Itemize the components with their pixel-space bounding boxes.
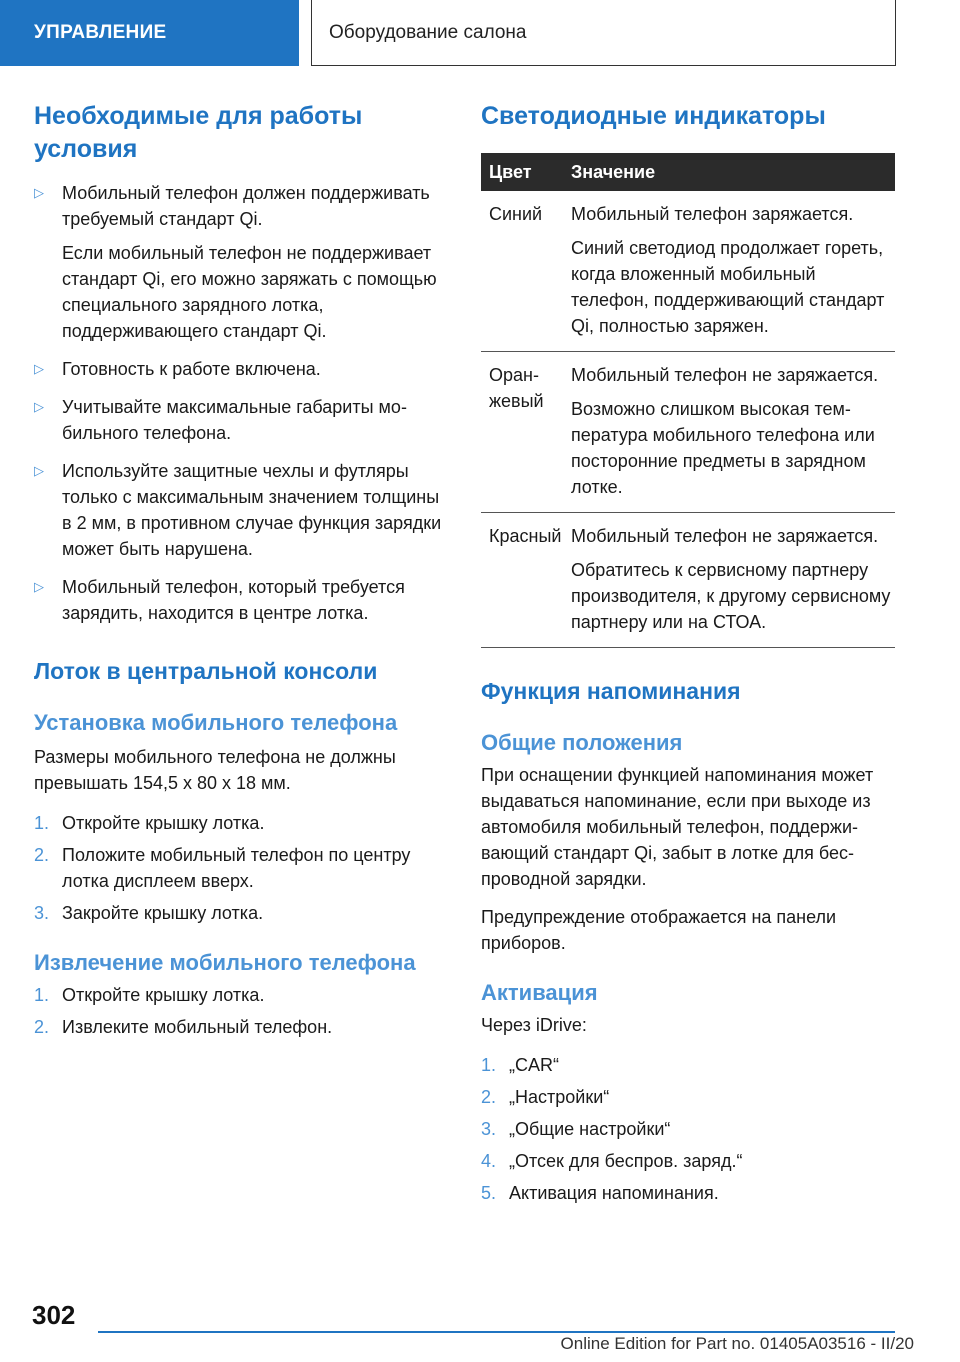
triangle-bullet-icon: ▷ [34,185,44,200]
col-meaning-header: Значение [571,161,656,182]
step-item: 2. Извлеките мобильный телефон. [34,1017,333,1037]
led-meaning: Мобильный телефон не заряжается. Обратитесь к сервисному партнеру производителя, к другому сервисному партнеру или на СТОА. [571,526,891,632]
led-meaning: Мобильный телефон заряжается. Синий светодиод продолжает гореть, когда вложенный мобильный телефон, поддерживающий стандарт Qi, полностью заряжен. [571,204,885,336]
table-header [481,153,895,191]
chapter-title: Оборудование салона [329,21,527,43]
section-title: УПРАВЛЕНИЕ [34,22,167,43]
general-heading: Общие положения [481,730,683,755]
remove-heading: Извлечение мобильного телефона [34,950,416,975]
triangle-bullet-icon: ▷ [34,463,44,478]
step-item: 1. Откройте крышку лотка. [34,813,265,833]
left-column [34,100,448,1040]
table-row [481,352,895,513]
led-table [481,153,895,648]
general-text: При оснащении функцией напоминания может выдаваться напоминание, если при выходе из автомобиля мобильный телефон, поддерживающий стандарт Qi, забыт в лотке для беспроводной зарядки. [481,765,874,889]
step-item: 5. Активация напоминания. [481,1183,719,1203]
page-number: 302 [32,1300,76,1330]
footer-divider [98,1331,895,1333]
chapter-header [311,0,896,66]
led-color: Оранжевый [489,365,544,411]
step-item: 3. Закройте крышку лотка. [34,903,264,923]
step-item: 2. Положите мобильный телефон по центру лотка дисплеем вверх. [34,845,411,891]
bullet-item: ▷ Мобильный телефон, который требуется зарядить, находится в центре лотка. [34,574,448,626]
bullet-item: ▷ Учитывайте максимальные габариты мобильного телефона. [34,394,448,446]
step-item: 2. „Настройки“ [481,1087,610,1107]
right-column [481,100,895,1206]
bullet-item: ▷ Мобильный телефон должен поддерживать требуемый стандарт Qi. [34,180,448,232]
leds-heading: Светодиодные индикаторы [481,102,826,130]
activation-intro: Через iDrive: [481,1015,587,1035]
install-heading: Установка мобильного телефона [34,710,398,735]
triangle-bullet-icon: ▷ [34,579,44,594]
triangle-bullet-icon: ▷ [34,399,44,414]
bullet-item: ▷ Используйте защитные чехлы и футляры только с максимальным значением толщины в 2 мм, в противном случае функция зарядки может быть нарушена. [34,458,448,562]
install-intro: Размеры мобильного телефона не должны превышать 154,5 x 80 x 18 мм. [34,747,396,793]
activation-heading: Активация [481,980,598,1005]
step-item: 1. „CAR“ [481,1055,559,1075]
led-color: Синий [489,204,543,224]
tray-heading: Лоток в центральной консоли [34,658,378,684]
requirements-heading: Необходимые для работы условия [34,102,363,163]
step-item: 4. „Отсек для беспров. заряд.“ [481,1151,743,1171]
table-row [481,191,895,352]
section-tab [0,0,299,66]
bullet-subtext: Если мобильный телефон не поддерживает стандарт Qi, его можно заряжать с помощью специального зарядного лотка, поддерживающего стандарт Qi. [62,243,437,341]
reminder-heading: Функция напоминания [481,678,741,704]
col-color-header: Цвет [489,161,532,182]
led-meaning: Мобильный телефон не заряжается. Возможно слишком высокая температура мобильного телефона или посторонние предметы в зарядном лотке. [571,365,879,497]
table-row [481,513,895,648]
bullet-item: ▷ Готовность к работе включена. [34,356,448,382]
warning-text: Предупреждение отображается на панели приборов. [481,907,837,953]
triangle-bullet-icon: ▷ [34,361,44,376]
step-item: 1. Откройте крышку лотка. [34,985,265,1005]
edition-text: Online Edition for Part no. 01405A03516 - II/20 [560,1334,914,1353]
step-item: 3. „Общие настройки“ [481,1119,671,1139]
led-color: Красный [489,526,562,546]
